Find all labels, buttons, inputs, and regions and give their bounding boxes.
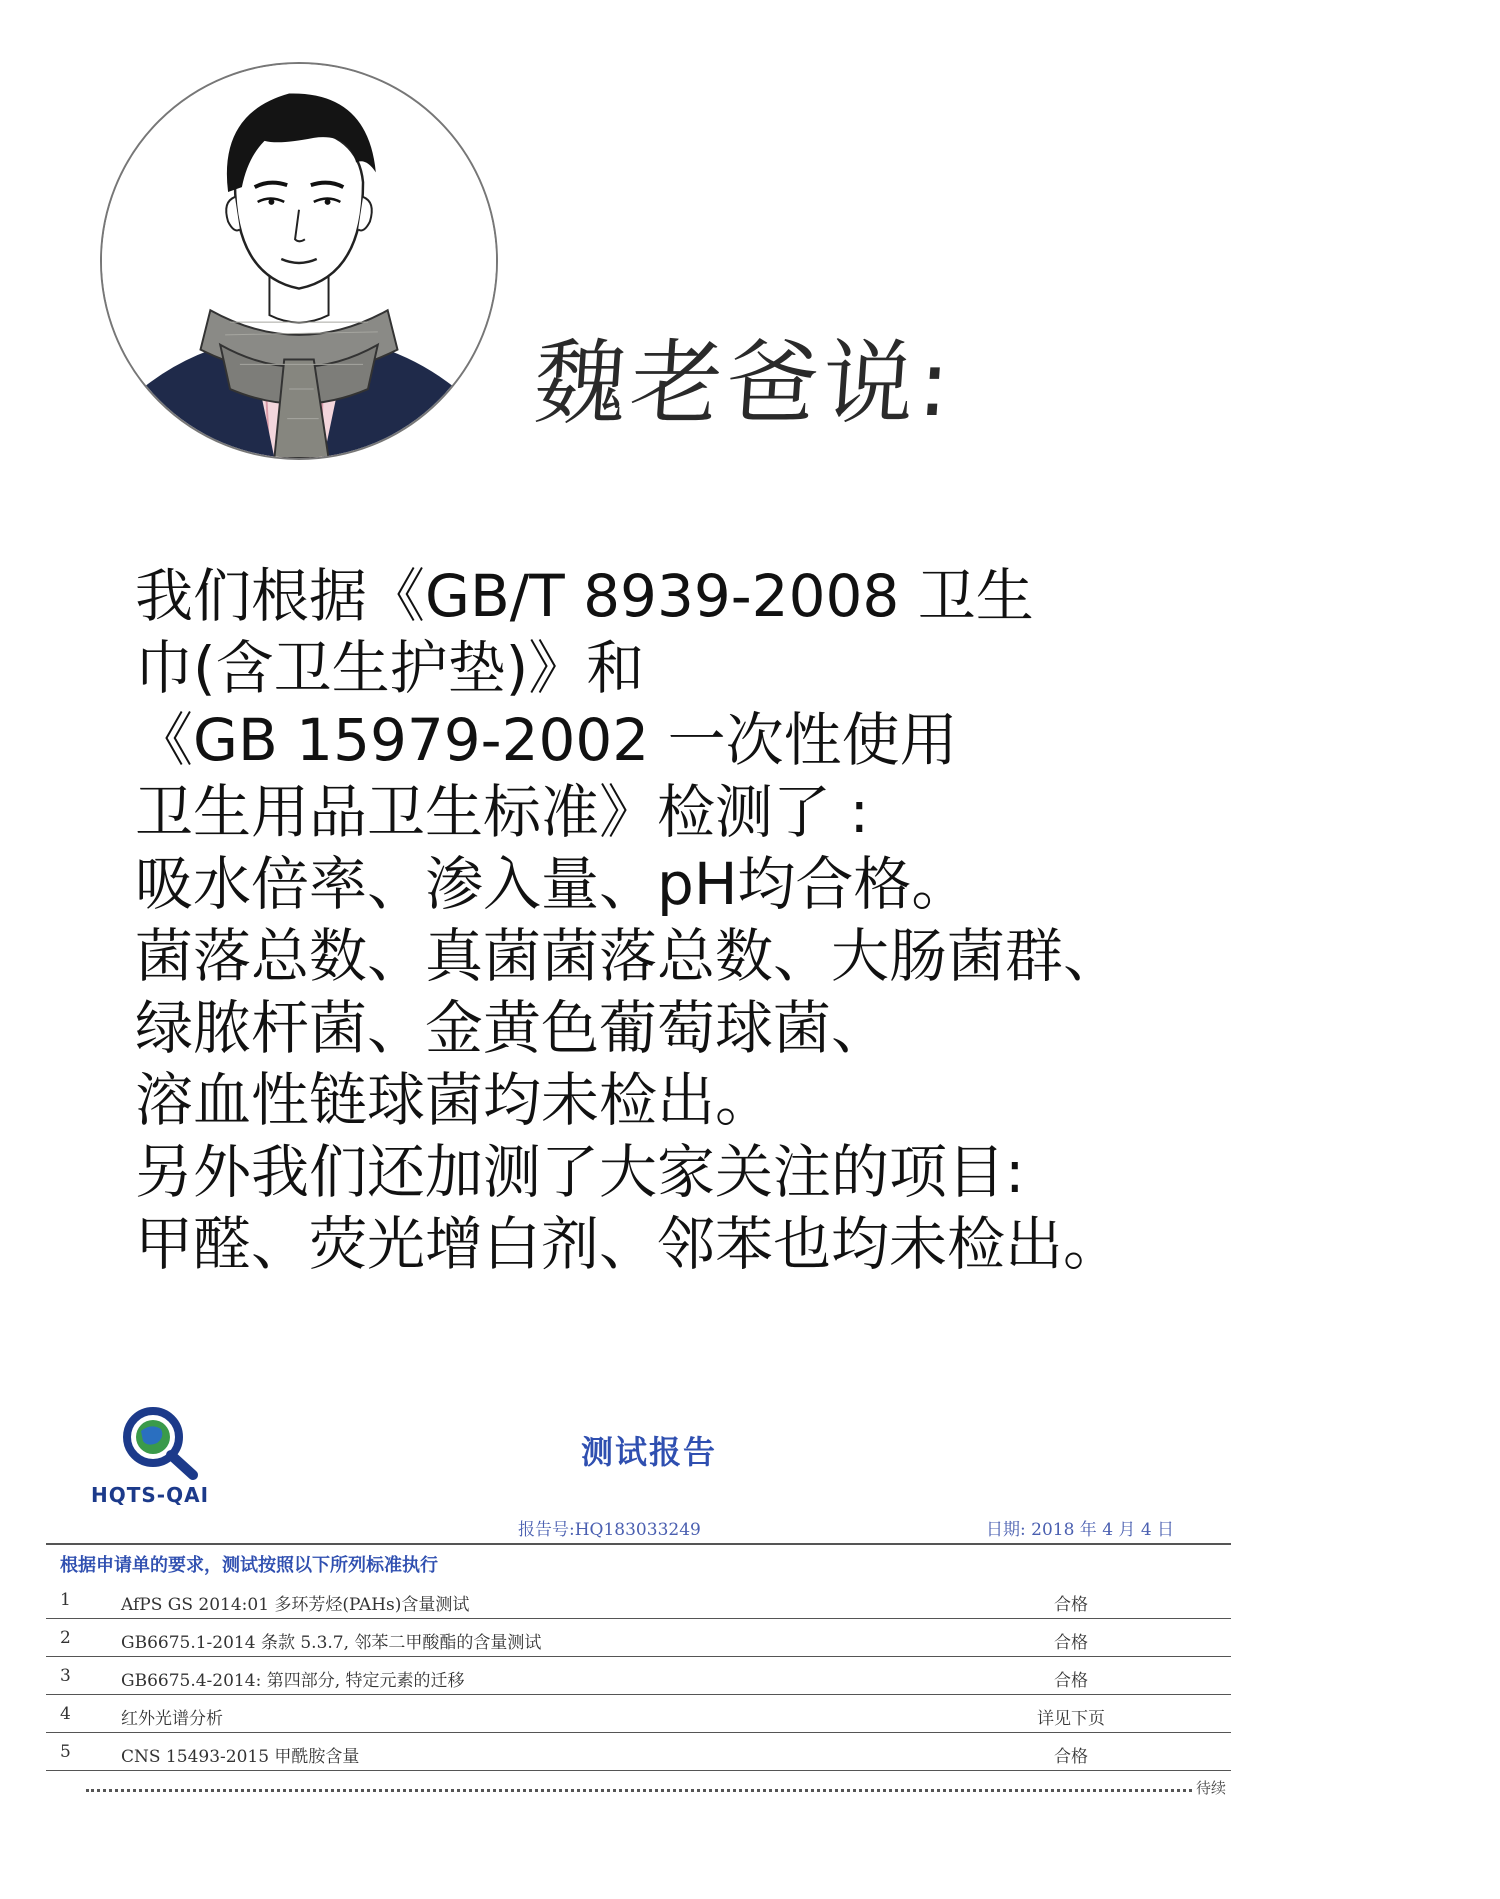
table-row (46, 1695, 1231, 1733)
report-intro: 根据申请单的要求，测试按照以下所列标准执行 (60, 1555, 438, 1576)
row-number: 4 (60, 1704, 71, 1724)
report-date: 日期: 2018 年 4 月 4 日 (986, 1520, 1175, 1540)
speaker-title: 魏老爸说: (530, 330, 958, 437)
continue-label: 待续 (1195, 1779, 1226, 1797)
row-result: 合格 (1054, 1747, 1088, 1767)
row-result: 合格 (1054, 1595, 1088, 1615)
dotted-leader (86, 1783, 1192, 1792)
table-row (46, 1657, 1231, 1695)
row-number: 3 (60, 1666, 71, 1686)
statement-line: 我们根据《GB/T 8939-2008 卫生 (135, 562, 1034, 630)
report-continue-line (86, 1777, 1226, 1798)
author-avatar (100, 62, 498, 460)
row-standard: GB6675.1-2014 条款 5.3.7, 邻苯二甲酸酯的含量测试 (121, 1633, 542, 1653)
statement-line: 巾(含卫生护垫)》和 (135, 634, 645, 702)
report-logo-text: HQTS-QAI (91, 1483, 210, 1507)
statement-line: 甲醛、荧光增白剂、邻苯也均未检出。 (135, 1210, 1122, 1278)
row-number: 5 (60, 1742, 71, 1762)
row-standard: CNS 15493-2015 甲酰胺含量 (121, 1747, 360, 1767)
report-number: 报告号:HQ183033249 (518, 1520, 701, 1540)
report-logo (91, 1405, 231, 1515)
table-row (46, 1581, 1231, 1619)
statement-line: 绿脓杆菌、金黄色葡萄球菌、 (135, 994, 890, 1062)
report-title: 测试报告 (581, 1433, 718, 1471)
test-report (46, 1405, 1236, 1825)
statement-line: 菌落总数、真菌菌落总数、大肠菌群、 (135, 922, 1122, 990)
statement-line: 《GB 15979-2002 一次性使用 (135, 706, 958, 774)
table-row (46, 1619, 1231, 1657)
row-result: 合格 (1054, 1633, 1088, 1653)
statement-line: 卫生用品卫生标准》检测了 : (135, 778, 869, 846)
statement-line: 吸水倍率、渗入量、pH均合格。 (135, 850, 970, 918)
report-divider (46, 1543, 1231, 1545)
magnifier-globe-logo (121, 1405, 201, 1480)
man-with-scarf-illustration (102, 64, 496, 458)
statement-text (135, 560, 1425, 1280)
row-result: 合格 (1054, 1671, 1088, 1691)
table-row (46, 1733, 1231, 1771)
row-standard: GB6675.4-2014: 第四部分, 特定元素的迁移 (121, 1671, 465, 1691)
row-number: 2 (60, 1628, 71, 1648)
report-table (46, 1581, 1231, 1771)
statement-line: 溶血性链球菌均未检出。 (135, 1066, 774, 1134)
row-standard: AfPS GS 2014:01 多环芳烃(PAHs)含量测试 (121, 1595, 470, 1615)
row-standard: 红外光谱分析 (121, 1709, 223, 1729)
statement-line: 另外我们还加测了大家关注的项目: (135, 1138, 1025, 1206)
row-result: 详见下页 (1037, 1709, 1105, 1729)
row-number: 1 (60, 1590, 71, 1610)
